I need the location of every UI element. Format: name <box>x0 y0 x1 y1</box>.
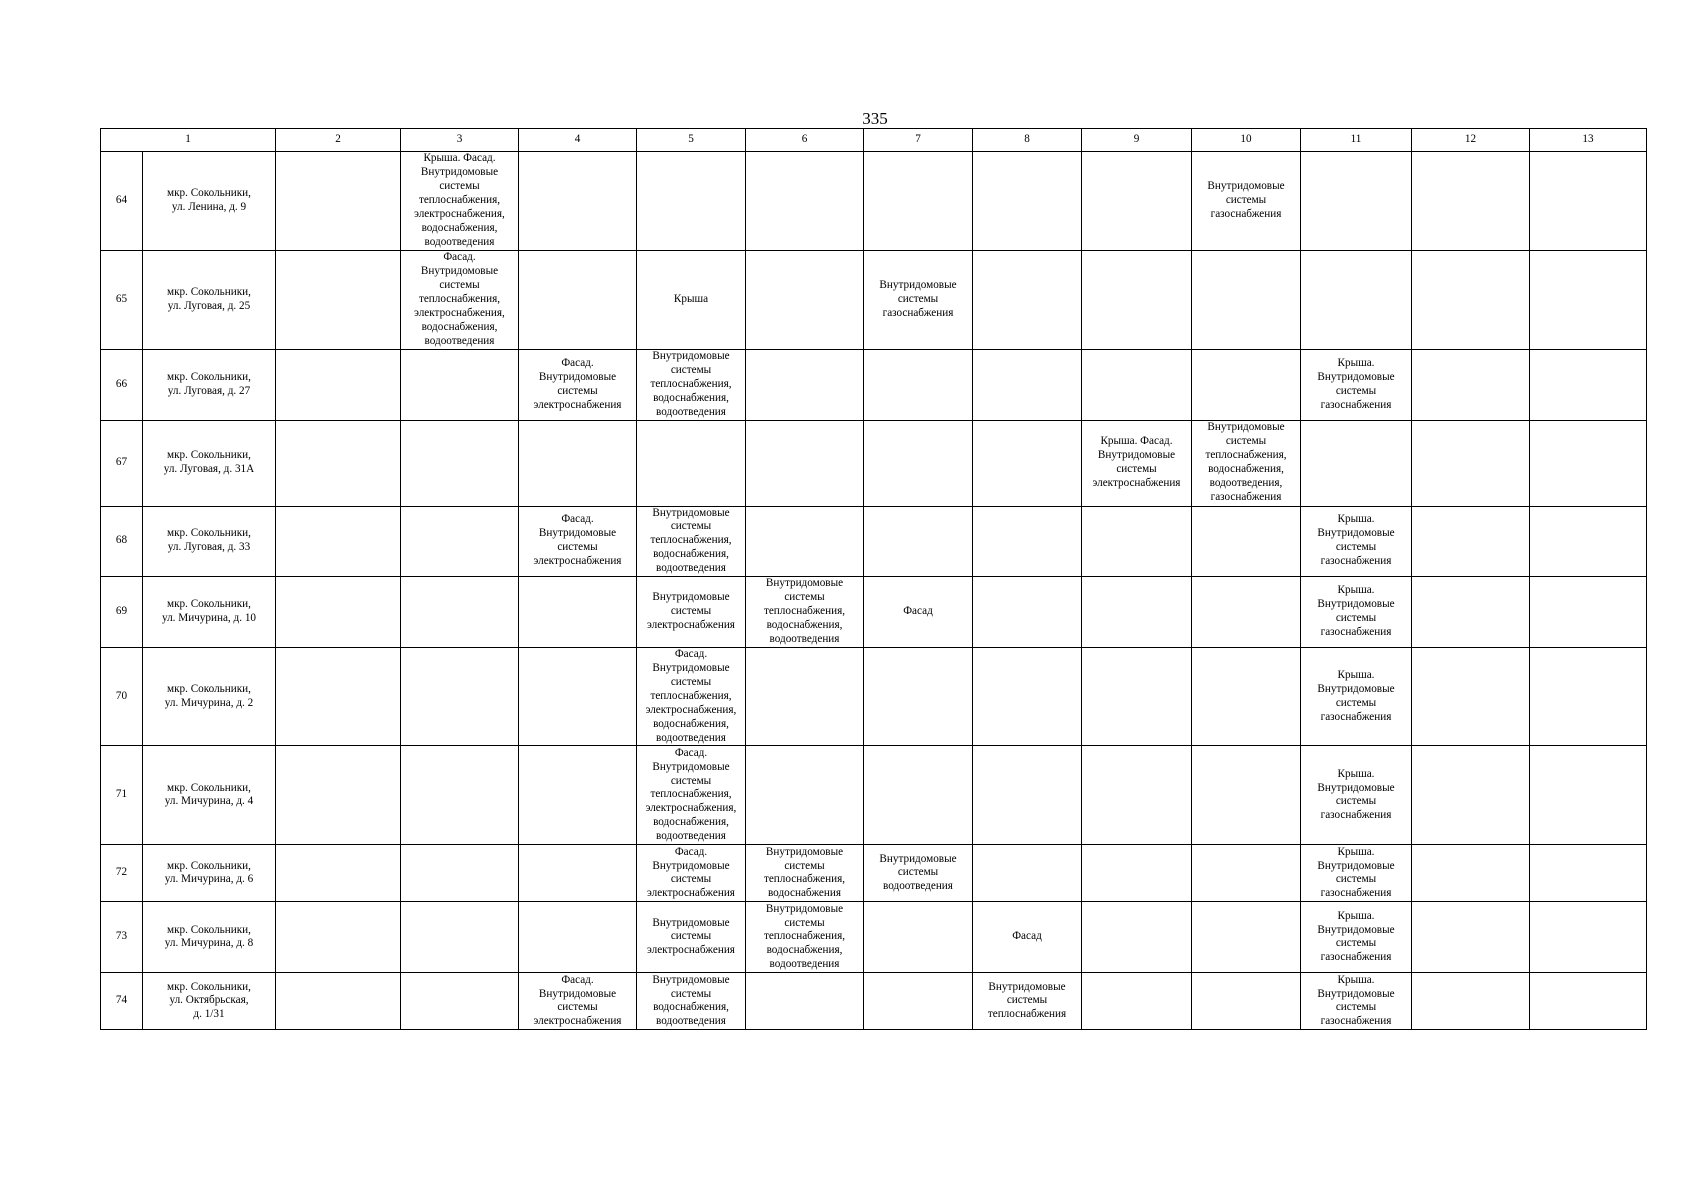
table-cell <box>973 648 1082 746</box>
column-header: 12 <box>1412 129 1530 152</box>
table-cell <box>276 648 401 746</box>
table-cell <box>1082 152 1192 251</box>
table-cell <box>1082 973 1192 1030</box>
table-cell: Внутридомовые системы теплоснабжения, водоснабжения, водоотведения, газоснабжения <box>1192 420 1301 506</box>
table-cell: Фасад. Внутридомовые системы теплоснабжения, электроснабжения, водоснабжения, водоотведения <box>401 251 519 350</box>
table-cell: Фасад <box>864 577 973 648</box>
table-cell <box>973 152 1082 251</box>
table-cell <box>746 152 864 251</box>
column-header: 8 <box>973 129 1082 152</box>
address-cell: мкр. Сокольники, ул. Луговая, д. 31А <box>143 420 276 506</box>
table-cell <box>276 350 401 421</box>
table-cell <box>1412 973 1530 1030</box>
table-cell <box>1530 902 1647 973</box>
table-cell <box>401 648 519 746</box>
table-cell <box>519 746 637 845</box>
address-cell: мкр. Сокольники, ул. Луговая, д. 25 <box>143 251 276 350</box>
table-cell <box>1082 746 1192 845</box>
table-cell <box>1530 420 1647 506</box>
table-cell <box>864 746 973 845</box>
table-cell <box>864 420 973 506</box>
table-cell <box>746 350 864 421</box>
table-cell: Внутридомовые системы электроснабжения <box>637 902 746 973</box>
table-cell <box>1412 420 1530 506</box>
table-cell <box>1192 506 1301 577</box>
table-cell: Крыша. Внутридомовые системы газоснабжения <box>1301 648 1412 746</box>
address-cell: мкр. Сокольники, ул. Мичурина, д. 6 <box>143 845 276 902</box>
table-cell: Крыша. Фасад. Внутридомовые системы теплоснабжения, электроснабжения, водоснабжения, водоотведения <box>401 152 519 251</box>
table-cell <box>276 251 401 350</box>
address-cell: мкр. Сокольники, ул. Мичурина, д. 4 <box>143 746 276 845</box>
table-cell <box>1192 845 1301 902</box>
table-cell <box>746 420 864 506</box>
table-row <box>101 973 1647 1030</box>
table-cell <box>864 973 973 1030</box>
table-cell <box>1412 251 1530 350</box>
table-cell <box>276 506 401 577</box>
table-cell: Внутридомовые системы водоотведения <box>864 845 973 902</box>
table-cell <box>1530 152 1647 251</box>
row-number: 65 <box>101 251 143 350</box>
table-cell <box>1530 251 1647 350</box>
column-header: 3 <box>401 129 519 152</box>
table-cell: Внутридомовые системы электроснабжения <box>637 577 746 648</box>
table-cell <box>1192 350 1301 421</box>
row-number: 66 <box>101 350 143 421</box>
table-cell <box>276 902 401 973</box>
address-cell: мкр. Сокольники, ул. Луговая, д. 33 <box>143 506 276 577</box>
table-cell <box>746 506 864 577</box>
table-cell <box>401 506 519 577</box>
table-cell: Внутридомовые системы теплоснабжения, водоснабжения, водоотведения <box>746 902 864 973</box>
table-row <box>101 746 1647 845</box>
table-cell <box>1082 577 1192 648</box>
column-header: 10 <box>1192 129 1301 152</box>
table-cell <box>746 746 864 845</box>
table-cell <box>1412 577 1530 648</box>
table-cell: Крыша. Фасад. Внутридомовые системы электроснабжения <box>1082 420 1192 506</box>
table-cell <box>864 648 973 746</box>
table-cell <box>1412 648 1530 746</box>
table-cell: Внутридомовые системы газоснабжения <box>1192 152 1301 251</box>
table-cell: Крыша. Внутридомовые системы газоснабжения <box>1301 902 1412 973</box>
table-row <box>101 577 1647 648</box>
table-cell: Фасад. Внутридомовые системы теплоснабжения, электроснабжения, водоснабжения, водоотведения <box>637 648 746 746</box>
table-cell <box>519 648 637 746</box>
table-cell <box>1530 746 1647 845</box>
address-cell: мкр. Сокольники, ул. Мичурина, д. 10 <box>143 577 276 648</box>
table-cell <box>864 506 973 577</box>
address-cell: мкр. Сокольники, ул. Луговая, д. 27 <box>143 350 276 421</box>
table-row <box>101 152 1647 251</box>
table-cell <box>1082 251 1192 350</box>
table-cell <box>973 350 1082 421</box>
schedule-table <box>100 128 1647 1030</box>
row-number: 64 <box>101 152 143 251</box>
table-row <box>101 420 1647 506</box>
table-body <box>101 129 1647 1030</box>
address-cell: мкр. Сокольники, ул. Ленина, д. 9 <box>143 152 276 251</box>
table-cell: Фасад. Внутридомовые системы теплоснабжения, электроснабжения, водоснабжения, водоотведения <box>637 746 746 845</box>
table-cell <box>637 420 746 506</box>
table-cell <box>1530 648 1647 746</box>
column-header: 4 <box>519 129 637 152</box>
column-header: 11 <box>1301 129 1412 152</box>
table-cell: Внутридомовые системы теплоснабжения, водоснабжения, водоотведения <box>637 350 746 421</box>
table-cell: Крыша. Внутридомовые системы газоснабжения <box>1301 577 1412 648</box>
table-cell: Крыша. Внутридомовые системы газоснабжения <box>1301 506 1412 577</box>
table-cell <box>1192 648 1301 746</box>
table-cell <box>637 152 746 251</box>
table-cell <box>1082 648 1192 746</box>
table-cell <box>1192 746 1301 845</box>
table-cell <box>1301 251 1412 350</box>
table-cell <box>1082 845 1192 902</box>
table-row <box>101 350 1647 421</box>
table-cell <box>1412 845 1530 902</box>
table-cell <box>1082 902 1192 973</box>
table-cell <box>1192 973 1301 1030</box>
table-cell <box>1301 420 1412 506</box>
table-cell <box>276 845 401 902</box>
table-cell <box>1412 506 1530 577</box>
table-cell <box>276 973 401 1030</box>
table-cell: Внутридомовые системы теплоснабжения <box>973 973 1082 1030</box>
column-header: 13 <box>1530 129 1647 152</box>
table-cell <box>1082 350 1192 421</box>
table-cell: Фасад. Внутридомовые системы электроснабжения <box>519 973 637 1030</box>
table-cell <box>519 152 637 251</box>
table-cell: Внутридомовые системы теплоснабжения, водоснабжения, водоотведения <box>746 577 864 648</box>
table-cell <box>519 902 637 973</box>
column-header: 9 <box>1082 129 1192 152</box>
table-cell <box>276 152 401 251</box>
table-cell: Внутридомовые системы газоснабжения <box>864 251 973 350</box>
row-number: 69 <box>101 577 143 648</box>
row-number: 72 <box>101 845 143 902</box>
table-cell: Крыша. Внутридомовые системы газоснабжения <box>1301 746 1412 845</box>
table-cell <box>864 902 973 973</box>
table-cell: Внутридомовые системы теплоснабжения, водоснабжения, водоотведения <box>637 506 746 577</box>
table-cell <box>1192 902 1301 973</box>
table-cell <box>973 420 1082 506</box>
address-cell: мкр. Сокольники, ул. Мичурина, д. 2 <box>143 648 276 746</box>
table-cell <box>973 251 1082 350</box>
table-cell <box>973 506 1082 577</box>
row-number: 67 <box>101 420 143 506</box>
table-cell <box>1530 577 1647 648</box>
table-cell <box>1412 152 1530 251</box>
row-number: 74 <box>101 973 143 1030</box>
table-cell <box>864 152 973 251</box>
column-header: 2 <box>276 129 401 152</box>
table-cell <box>401 973 519 1030</box>
table-cell <box>1082 506 1192 577</box>
table-cell <box>276 746 401 845</box>
table-cell <box>746 251 864 350</box>
column-header: 7 <box>864 129 973 152</box>
table-cell: Фасад. Внутридомовые системы электроснабжения <box>519 506 637 577</box>
page-number: 335 <box>862 109 888 128</box>
table-cell <box>401 902 519 973</box>
table-cell <box>276 420 401 506</box>
table-row <box>101 902 1647 973</box>
row-number: 68 <box>101 506 143 577</box>
table-cell: Крыша. Внутридомовые системы газоснабжения <box>1301 350 1412 421</box>
row-number: 73 <box>101 902 143 973</box>
table-cell <box>973 746 1082 845</box>
row-number: 70 <box>101 648 143 746</box>
table-cell: Крыша <box>637 251 746 350</box>
header-row <box>101 129 1647 152</box>
table-cell <box>401 746 519 845</box>
table-cell <box>1301 152 1412 251</box>
table-cell <box>519 577 637 648</box>
column-header: 5 <box>637 129 746 152</box>
table-cell <box>519 845 637 902</box>
table-row <box>101 648 1647 746</box>
table-cell <box>519 251 637 350</box>
table-cell: Фасад. Внутридомовые системы электроснабжения <box>519 350 637 421</box>
table-cell <box>1192 577 1301 648</box>
table-cell <box>1192 251 1301 350</box>
table-cell: Фасад. Внутридомовые системы электроснабжения <box>637 845 746 902</box>
table-cell <box>401 420 519 506</box>
table-cell: Крыша. Внутридомовые системы газоснабжения <box>1301 973 1412 1030</box>
table-cell <box>1530 973 1647 1030</box>
address-cell: мкр. Сокольники, ул. Октябрьская, д. 1/31 <box>143 973 276 1030</box>
table-cell <box>401 845 519 902</box>
table-cell <box>401 350 519 421</box>
table-cell: Внутридомовые системы водоснабжения, водоотведения <box>637 973 746 1030</box>
table-cell <box>746 648 864 746</box>
table-cell <box>864 350 973 421</box>
table-cell <box>1530 506 1647 577</box>
table-row <box>101 251 1647 350</box>
table-cell <box>746 973 864 1030</box>
table-cell <box>973 845 1082 902</box>
table-cell: Фасад <box>973 902 1082 973</box>
table-cell <box>1412 746 1530 845</box>
table-cell <box>519 420 637 506</box>
table-cell: Внутридомовые системы теплоснабжения, водоснабжения <box>746 845 864 902</box>
table-cell: Крыша. Внутридомовые системы газоснабжения <box>1301 845 1412 902</box>
table-cell <box>401 577 519 648</box>
table-cell <box>276 577 401 648</box>
table-cell <box>1412 902 1530 973</box>
table-row <box>101 506 1647 577</box>
table-cell <box>973 577 1082 648</box>
table-row <box>101 845 1647 902</box>
address-cell: мкр. Сокольники, ул. Мичурина, д. 8 <box>143 902 276 973</box>
column-header: 6 <box>746 129 864 152</box>
table-cell <box>1412 350 1530 421</box>
table-cell <box>1530 350 1647 421</box>
row-number: 71 <box>101 746 143 845</box>
column-header: 1 <box>101 129 276 152</box>
table-cell <box>1530 845 1647 902</box>
